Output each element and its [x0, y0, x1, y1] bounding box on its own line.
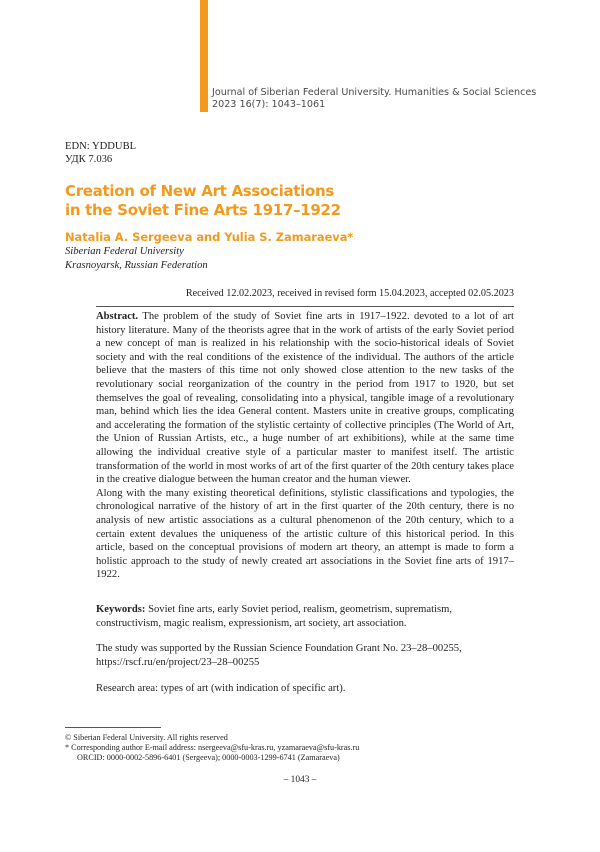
title-line-2: in the Soviet Fine Arts 1917–1922: [65, 200, 341, 219]
keywords-text: Soviet fine arts, early Soviet period, realism, geometrism, suprematism, constructivism, magic realism, expressionism, art society, art association.: [96, 604, 453, 629]
footnote-divider: [65, 727, 161, 728]
author-names: Natalia A. Sergeeva and Yulia S. Zamaraeva*: [65, 230, 354, 244]
journal-issue: 2023 16(7): 1043–1061: [212, 99, 326, 110]
title-line-1: Creation of New Art Associations: [65, 182, 335, 200]
affiliation-university: Siberian Federal University: [65, 246, 184, 257]
orcid-note: ORCID: 0000-0002-5896-6401 (Sergeeva); 0000-0003-1299-6741 (Zamaraeva): [77, 753, 340, 763]
article-identifiers: [65, 140, 136, 166]
keywords-label: Keywords:: [96, 604, 146, 615]
journal-name: Journal of Siberian Federal University. Humanities & Social Sciences: [212, 87, 537, 98]
author-affiliation: [65, 245, 208, 273]
keywords-section: [96, 603, 514, 630]
abstract-divider: [96, 306, 514, 307]
abstract-paragraph-2: Along with the many existing theoretical definitions, stylistic classifications and typologies, the chronological narrative of the history of art in the first quarter of the 20th century, there is no analysis of new artistic associations as a cultural phenomenon of the 20th century, which to a certain extent devalues the uniqueness of the artistic culture of this historical period. In this article, based on the conceptual provisions of modern art theory, an attempt is made to form a holistic approach to the study of newly created art associations in the Soviet fine arts of 1917–1922.: [96, 487, 514, 581]
corresponding-author-note: * Corresponding author E-mail address: nsergeeva@sfu-kras.ru, yzamaraeva@sfu-kras.ru: [65, 743, 360, 753]
funding-link[interactable]: https://rscf.ru/en/project/23–28–00255: [96, 656, 260, 668]
journal-accent-bar: [200, 0, 208, 112]
abstract-paragraph-1: [96, 310, 514, 487]
udk-code: УДК 7.036: [65, 154, 113, 165]
abstract-text-1: The problem of the study of Soviet fine arts in 1917–1922. devoted to a lot of art history literature. Many of the theorists agree that in the work of artists of the early Soviet period a new concept of man is realized in his relationship with the socio-historical ideals of Soviet society and with the real conditions of the existence of the individual. The authors of the article believe that the masters of this time not only showed close attention to the new tasks of the revolutionary social reorganization of the country in the period from 1917 to 1920, but set themselves the goal of revealing, consolidating into a physical, tangible image of a revolutionary man, behind which lies the idea General content. Masters unite in creative groups, complicating and accelerating the formation of the stylistic certainty of collective principles (The World of Art, the Union of Russian Artists, etc., a huge number of art exhibitions), while at the same time allowing the individual creative style of a particular master to manifest itself. The artistic transformation of the world in most works of art of the first quarter of the 20th century takes place in the creative dialogue between the human creator and the human viewer.: [96, 311, 514, 486]
journal-header: [212, 87, 592, 111]
abstract-section: [96, 310, 514, 582]
funding-note: [96, 642, 514, 669]
page-number: – 1043 –: [283, 775, 317, 785]
article-title: [65, 182, 535, 219]
received-dates: Received 12.02.2023, received in revised form 15.04.2023, accepted 02.05.2023: [185, 288, 514, 299]
funding-line-1: The study was supported by the Russian Science Foundation Grant No. 23–28–00255,: [96, 643, 462, 654]
copyright-note: © Siberian Federal University. All rights reserved: [65, 733, 228, 742]
affiliation-city: Krasnoyarsk, Russian Federation: [65, 260, 208, 271]
research-area: Research area: types of art (with indication of specific art).: [96, 683, 346, 694]
footnotes: [65, 733, 535, 764]
edn-code: EDN: YDDUBL: [65, 141, 137, 152]
abstract-label: Abstract.: [96, 311, 139, 322]
